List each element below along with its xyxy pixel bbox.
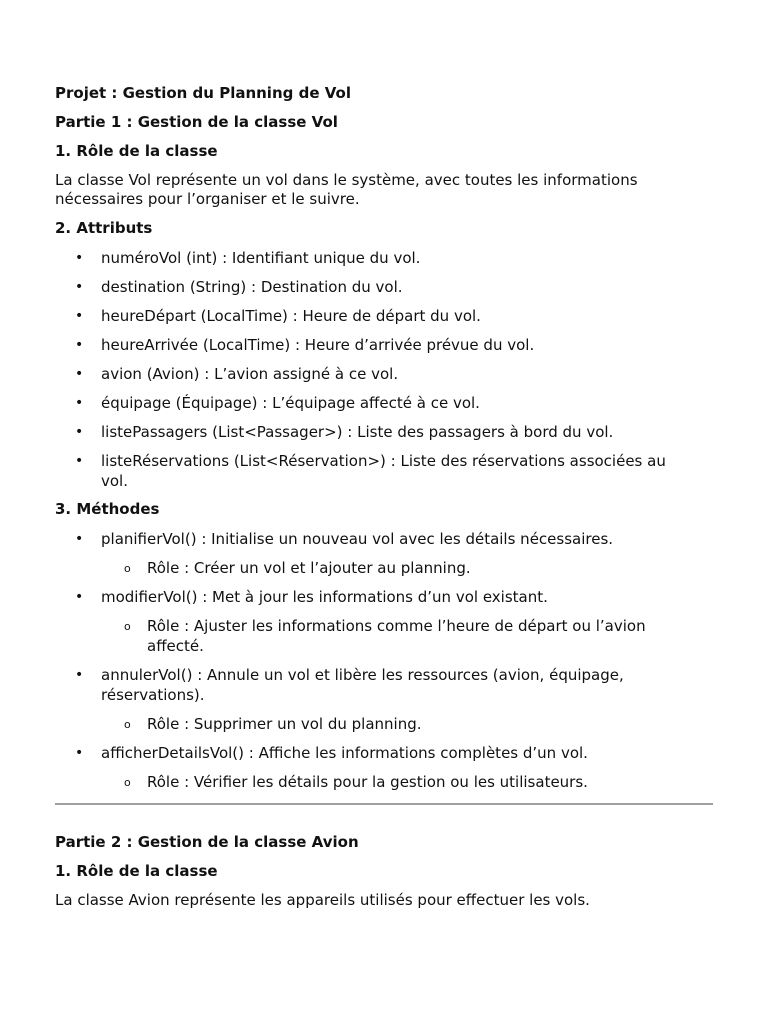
method-role-item xyxy=(55,714,715,734)
attribute-text: heureDépart (LocalTime) : Heure de départ du vol. xyxy=(101,307,481,325)
attribute-item xyxy=(55,277,715,297)
method-item xyxy=(55,743,715,763)
part2-role-heading: 1. Rôle de la classe xyxy=(55,862,218,880)
bullet-icon: • xyxy=(75,308,84,324)
document-page xyxy=(55,84,715,910)
document-title: Projet : Gestion du Planning de Vol xyxy=(55,84,351,102)
bullet-icon: • xyxy=(75,250,84,266)
part1-methods-heading: 3. Méthodes xyxy=(55,500,160,518)
attribute-text: heureArrivée (LocalTime) : Heure d’arrivée prévue du vol. xyxy=(101,336,535,354)
sub-bullet-icon: o xyxy=(124,562,131,575)
part1-attributes-heading: 2. Attributs xyxy=(55,219,153,237)
method-item xyxy=(55,529,715,549)
bullet-icon: • xyxy=(75,453,84,469)
methods-list xyxy=(55,529,715,792)
method-text: modifierVol() : Met à jour les informations d’un vol existant. xyxy=(101,588,548,606)
attribute-text: numéroVol (int) : Identifiant unique du vol. xyxy=(101,249,421,267)
sub-bullet-icon: o xyxy=(124,776,131,789)
attribute-item xyxy=(55,335,715,355)
bullet-icon: • xyxy=(75,424,84,440)
method-role-item xyxy=(55,558,715,578)
bullet-icon: • xyxy=(75,366,84,382)
method-role-text: Rôle : Supprimer un vol du planning. xyxy=(147,715,422,733)
method-text: planifierVol() : Initialise un nouveau vol avec les détails nécessaires. xyxy=(101,530,614,548)
sub-bullet-icon: o xyxy=(124,620,131,633)
part2-title: Partie 2 : Gestion de la classe Avion xyxy=(55,833,359,851)
bullet-icon: • xyxy=(75,667,84,683)
bullet-icon: • xyxy=(75,279,84,295)
attribute-text: avion (Avion) : L’avion assigné à ce vol. xyxy=(101,365,399,383)
attribute-text: listeRéservations (List<Réservation>) : Liste des réservations associées au vol. xyxy=(101,452,666,490)
method-role-item xyxy=(55,616,715,656)
attribute-item xyxy=(55,306,715,326)
attribute-item xyxy=(55,451,715,491)
method-role-text: Rôle : Ajuster les informations comme l’heure de départ ou l’avion affecté. xyxy=(147,617,646,655)
attribute-item xyxy=(55,248,715,268)
bullet-icon: • xyxy=(75,395,84,411)
bullet-icon: • xyxy=(75,337,84,353)
attribute-text: équipage (Équipage) : L’équipage affecté à ce vol. xyxy=(101,394,480,412)
part1-title: Partie 1 : Gestion de la classe Vol xyxy=(55,113,338,131)
sub-bullet-icon: o xyxy=(124,718,131,731)
bullet-icon: • xyxy=(75,745,84,761)
attributes-list xyxy=(55,248,715,491)
attribute-item xyxy=(55,393,715,413)
bullet-icon: • xyxy=(75,531,84,547)
method-role-item xyxy=(55,772,715,792)
attribute-text: listePassagers (List<Passager>) : Liste des passagers à bord du vol. xyxy=(101,423,614,441)
bullet-icon: • xyxy=(75,589,84,605)
attribute-item xyxy=(55,422,715,442)
method-item xyxy=(55,587,715,607)
method-text: afficherDetailsVol() : Affiche les informations complètes d’un vol. xyxy=(101,744,588,762)
method-role-text: Rôle : Vérifier les détails pour la gestion ou les utilisateurs. xyxy=(147,773,588,791)
method-text: annulerVol() : Annule un vol et libère les ressources (avion, équipage, réservations). xyxy=(101,666,624,704)
section-divider xyxy=(55,803,713,805)
method-item xyxy=(55,665,715,705)
part1-role-heading: 1. Rôle de la classe xyxy=(55,142,218,160)
method-role-text: Rôle : Créer un vol et l’ajouter au planning. xyxy=(147,559,471,577)
attribute-item xyxy=(55,364,715,384)
part2-role-text: La classe Avion représente les appareils utilisés pour effectuer les vols. xyxy=(55,891,590,909)
part1-role-text: La classe Vol représente un vol dans le système, avec toutes les informations nécessaires pour l’organiser et le suivre. xyxy=(55,171,638,208)
attribute-text: destination (String) : Destination du vol. xyxy=(101,278,403,296)
